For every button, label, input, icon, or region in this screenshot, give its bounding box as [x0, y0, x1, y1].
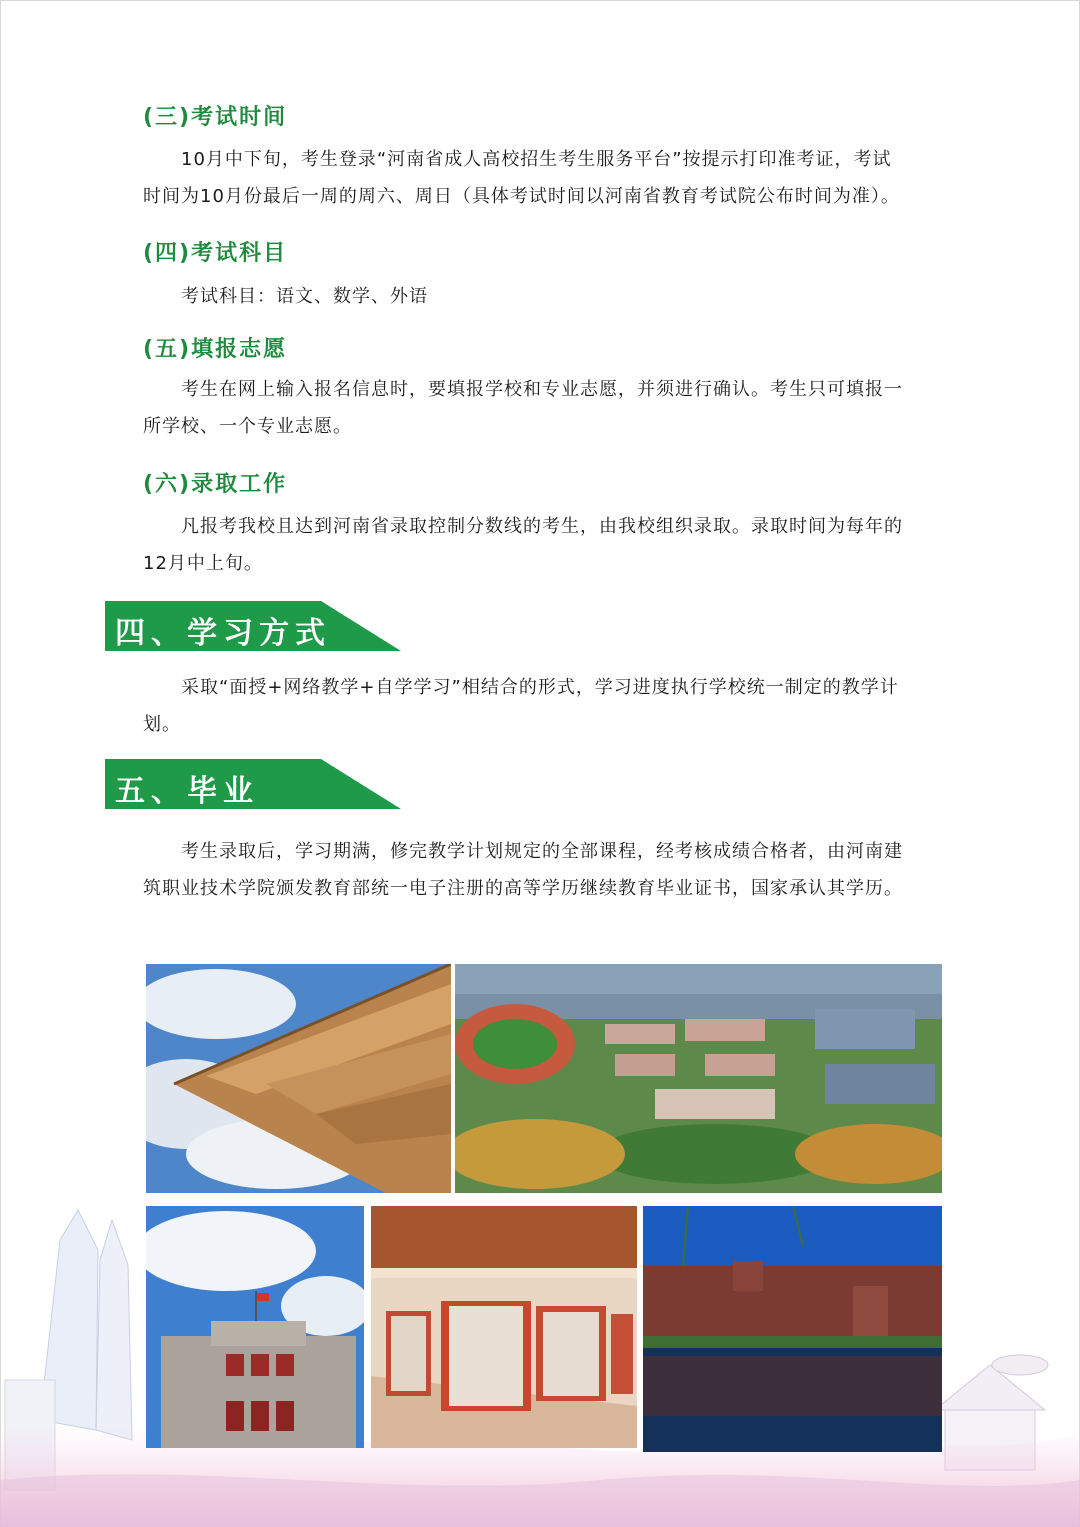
photo-wooden-eaves — [146, 964, 451, 1193]
paragraph-preferences — [143, 371, 959, 445]
photo-library-shelves-image — [371, 1206, 637, 1448]
photo-aerial-campus-image — [455, 964, 942, 1193]
photo-building-reflection — [643, 1206, 942, 1452]
paragraph-line: 时间为10月份最后一周的周六、周日（具体考试时间以河南省教育考试院公布时间为准）。 — [143, 186, 900, 207]
banner-graduation — [105, 759, 401, 809]
paragraph-line: 考生在网上输入报名信息时，要填报学校和专业志愿，并须进行确认。考生只可填报一 — [181, 379, 903, 400]
photo-library-shelves — [371, 1206, 637, 1448]
paragraph-line: 筑职业技术学院颁发教育部统一电子注册的高等学历继续教育毕业证书，国家承认其学历。 — [143, 878, 903, 899]
paragraph-exam-subjects — [143, 278, 959, 315]
photo-grey-building — [146, 1206, 364, 1448]
paragraph-line: 所学校、一个专业志愿。 — [143, 416, 352, 437]
paragraph-exam-time — [143, 141, 959, 215]
paragraph-admission — [143, 508, 959, 582]
paragraph-line: 考生录取后，学习期满，修完教学计划规定的全部课程，经考核成绩合格者，由河南建 — [181, 841, 903, 862]
banner-graduation-label: 五、毕业 — [115, 774, 259, 809]
heading-exam-time: (三)考试时间 — [143, 105, 288, 130]
photo-grey-building-image — [146, 1206, 364, 1448]
paragraph-line: 考试科目：语文、数学、外语 — [181, 286, 428, 307]
paragraph-line: 10月中下旬，考生登录“河南省成人高校招生考生服务平台”按提示打印准考证，考试 — [181, 149, 892, 170]
photo-aerial-campus — [455, 964, 942, 1193]
heading-preferences: (五)填报志愿 — [143, 337, 288, 362]
photo-building-reflection-image — [643, 1206, 942, 1452]
paragraph-line: 采取“面授+网络教学+自学学习”相结合的形式，学习进度执行学校统一制定的教学计 — [181, 677, 899, 698]
paragraph-study-mode — [143, 669, 959, 743]
photo-wooden-eaves-image — [146, 964, 451, 1193]
banner-study-mode-label: 四、学习方式 — [115, 616, 331, 651]
heading-admission: (六)录取工作 — [143, 472, 288, 497]
banner-study-mode — [105, 601, 401, 651]
paragraph-line: 划。 — [143, 714, 181, 735]
paragraph-graduation — [143, 833, 959, 907]
heading-exam-subjects: (四)考试科目 — [143, 241, 288, 266]
paragraph-line: 凡报考我校且达到河南省录取控制分数线的考生，由我校组织录取。录取时间为每年的 — [181, 516, 903, 537]
paragraph-line: 12月中上旬。 — [143, 553, 263, 574]
